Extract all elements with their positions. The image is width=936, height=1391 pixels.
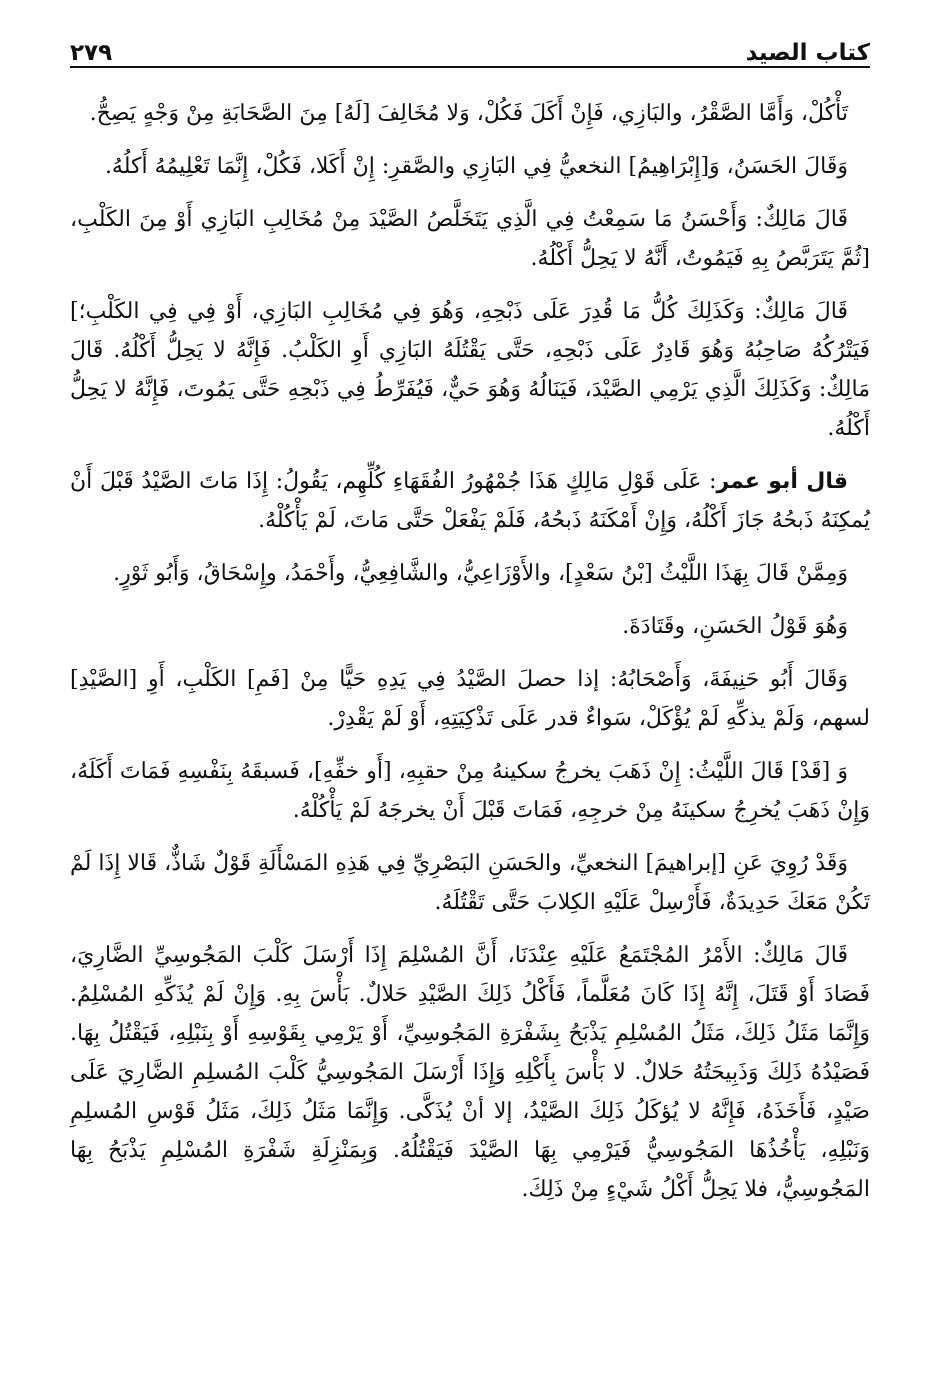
paragraph-text: وَقَالَ الحَسَنُ، وَ[إِبْرَاهِيمُ] النخعيُّ فِي البَازِي والصَّقرِ: إِنْ أَكَلا، فَكُلْ، إِنَّمَا تَعْلِيمُهُ أَكلُهُ. xyxy=(104,154,848,179)
page-header xyxy=(70,20,870,68)
paragraph-text: وَقَالَ أَبُو حَنِيفَةَ، وَأَصْحَابُهُ: إذا حصلَ الصَّيْدُ فِي يَدِهِ حَيًّا مِنْ [فَمِ] الكَلْبِ، أَوِ [الصَّيْدِ] لسهم، وَلَمْ يذكِّهِ لَمْ يُؤْكَلْ، سَواءٌ قدر عَلَى تَذْكِيَتِهِ، أَوْ لَمْ يَقْدِرْ. xyxy=(70,667,870,731)
paragraph-text: قَالَ مَالِكٌ: وَأَحْسَنُ مَا سَمِعْتُ فِي الَّذِي يَتَخَلَّصُ الصَّيْدَ مِنْ مُخَالِبِ البَازِي أَوْ مِنَ الكَلْبِ، [ثُمَّ يَتَرَبَّصُ بِهِ فَيَمُوتُ، أَنَّهُ لا يَحِلُّ أَكْلُهُ. xyxy=(70,207,870,271)
paragraph-text: قَالَ مَالِكٌ: وَكَذَلِكَ كُلُّ مَا قُدِرَ عَلَى ذَبْحِهِ، وَهُوَ فِي مُخَالِبِ البَازِي، أَوْ فِي فِي الكَلْبِ؛] فَيَتْرُكُهُ صَاحِبُهُ وَهُوَ قَادِرٌ عَلَى ذَبْحِهِ، حَتَّى يَقْتُلَهُ البَازِي أَوِ الكَلْبُ. فَإِنَّهُ لا يَحِلُّ أَكْلُهُ. قَالَ مَالِكٌ: وَكَذَلِكَ الَّذِي يَرْمِي الصَّيْدَ، فَيَنَالُهُ وَهُوَ حَيٌّ، فَيُفَرِّطُ فِي ذَبْحِهِ حَتَّى يَمُوتَ، فَإِنَّهُ لا يَحِلُّ أَكْلُهُ. xyxy=(70,299,870,441)
paragraph xyxy=(70,936,870,1209)
paragraph-text: وَمِمَّنْ قَالَ بِهَذَا اللَّيْثُ [بْنُ سَعْدٍ]، والأَوْزَاعِيُّ، والشَّافِعِيُّ، وأَحْمَدُ، وإِسْحَاقُ، وَأَبُو ثَوْرٍ. xyxy=(113,561,848,586)
paragraph xyxy=(70,292,870,448)
paragraph-text: تَأْكُلْ، وَأَمَّا الصَّقْرُ، والبَازِي، فَإِنْ أَكَلَ فَكُلْ، وَلا مُخَالِفَ [لَهُ] مِنَ الصَّحَابَةِ مِنْ وَجْهٍ يَصِحُّ. xyxy=(89,101,848,126)
paragraph xyxy=(70,607,870,646)
paragraph-text: قَالَ مَالِكٌ: الأَمْرُ المُجْتَمَعُ عَلَيْهِ عِنْدَنَا، أَنَّ المُسْلِمَ إِذَا أَرْسَلَ كَلْبَ المَجُوسِيِّ الضَّارِيَ، فَصَادَ أَوْ قَتَلَ، إِنَّهُ إِذَا كَانَ مُعَلَّماً، فَأَكْلُ ذَلِكَ الصَّيْدِ حَلالٌ. بَأْسَ بِهِ. وَإِنْ لَمْ يُذَكِّهِ المُسْلِمُ. وَإِنَّمَا مَثَلُ ذَلِكَ، مَثَلُ المُسْلِمِ يَذْبَحُ بِشَفْرَةِ المَجُوسِيِّ، أَوْ يَرْمِي بِقَوْسِهِ أَوْ بِنَبْلِهِ، فَيَقْتُلُ بِهَا. فَصَيْدُهُ ذَلِكَ وَذَبِيحَتُهُ حَلالٌ. لا بَأْسَ بِأَكْلِهِ وَإِذَا أَرْسَلَ المَجُوسِيُّ كَلْبَ المُسلِمِ الضَّارِيَ عَلَى صَيْدٍ، فَأَخَذَهُ، فَإِنَّهُ لا يُؤكَلُ ذَلِكَ الصَّيْدُ، إلا أنْ يُذَكَّى. وَإِنَّمَا مَثَلُ ذَلِكَ، مَثَلُ قَوْسِ المُسلِمِ وَنَبْلِهِ، يَأْخُذُهَا المَجُوسِيُّ فَيَرْمِي بِهَا الصَّيْدَ فَيَقْتُلُهُ. وَبِمَنْزِلَةِ شَفْرَةِ المُسْلِمِ يَذْبَحُ بِهَا المَجُوسِيُّ، فلا يَحِلُّ أَكْلُ شَيْءٍ مِنْ ذَلِكَ. xyxy=(70,943,870,1202)
paragraph xyxy=(70,147,870,186)
paragraph-text: وَ [قَدْ] قَالَ اللَّيْثُ: إِنْ ذَهَبَ يخرجُ سكينهُ مِنْ حقبِهِ، [أَو خفِّهِ]، فَسبقَهُ بِنَفْسِهِ فَمَاتَ أَكَلَهُ، وَإِنْ ذَهَبَ يُخرِجُ سكينَهُ مِنْ خرجِهِ، فَمَاتَ قَبْلَ أَنْ يخرجَهُ لَمْ يَأْكُلْهُ. xyxy=(70,759,870,823)
paragraph xyxy=(70,554,870,593)
paragraph-text: وَهُوَ قَوْلُ الحَسَنِ، وقَتَادَةَ. xyxy=(622,614,848,639)
paragraph xyxy=(70,660,870,738)
book-page xyxy=(70,20,870,1370)
paragraph xyxy=(70,462,870,540)
page-number: ٢٧٩ xyxy=(70,40,122,66)
paragraph-text: : عَلَى قَوْلِ مَالِكٍ هَذَا جُمْهُورُ الفُقَهَاءِ كُلِّهِم، يَقُولُ: إِذَا مَاتَ الصَّيْدُ قَبْلَ أَنْ يُمكِنَهُ ذَبحُهُ جَازَ أَكْلُهُ، وَإِنْ أَمْكَنَهُ ذَبحُهُ، فَلَمْ يَفْعَلْ حَتَّى مَاتَ، لَمْ يَأْكُلْهُ. xyxy=(70,469,870,533)
paragraph-text: وَقَدْ رُوِيَ عَنِ [إبراهيمَ] النخعيِّ، والحَسَنِ البَصْرِيِّ فِي هَذِهِ المَسْأَلَةِ قَوْلٌ شَاذٌّ، قَالا إِذَا لَمْ تَكُنْ مَعَكَ حَدِيدَةٌ، فَأَرْسِلْ عَلَيْهِ الكِلابَ حَتَّى تَقْتُلَهُ. xyxy=(69,851,870,915)
paragraph xyxy=(70,752,870,830)
paragraph xyxy=(70,200,870,278)
paragraph xyxy=(70,94,870,133)
page-body xyxy=(70,94,870,1209)
paragraph xyxy=(70,844,870,922)
speaker-label: قال أبو عمر xyxy=(716,469,848,494)
chapter-title: كتاب الصيد xyxy=(736,40,870,66)
